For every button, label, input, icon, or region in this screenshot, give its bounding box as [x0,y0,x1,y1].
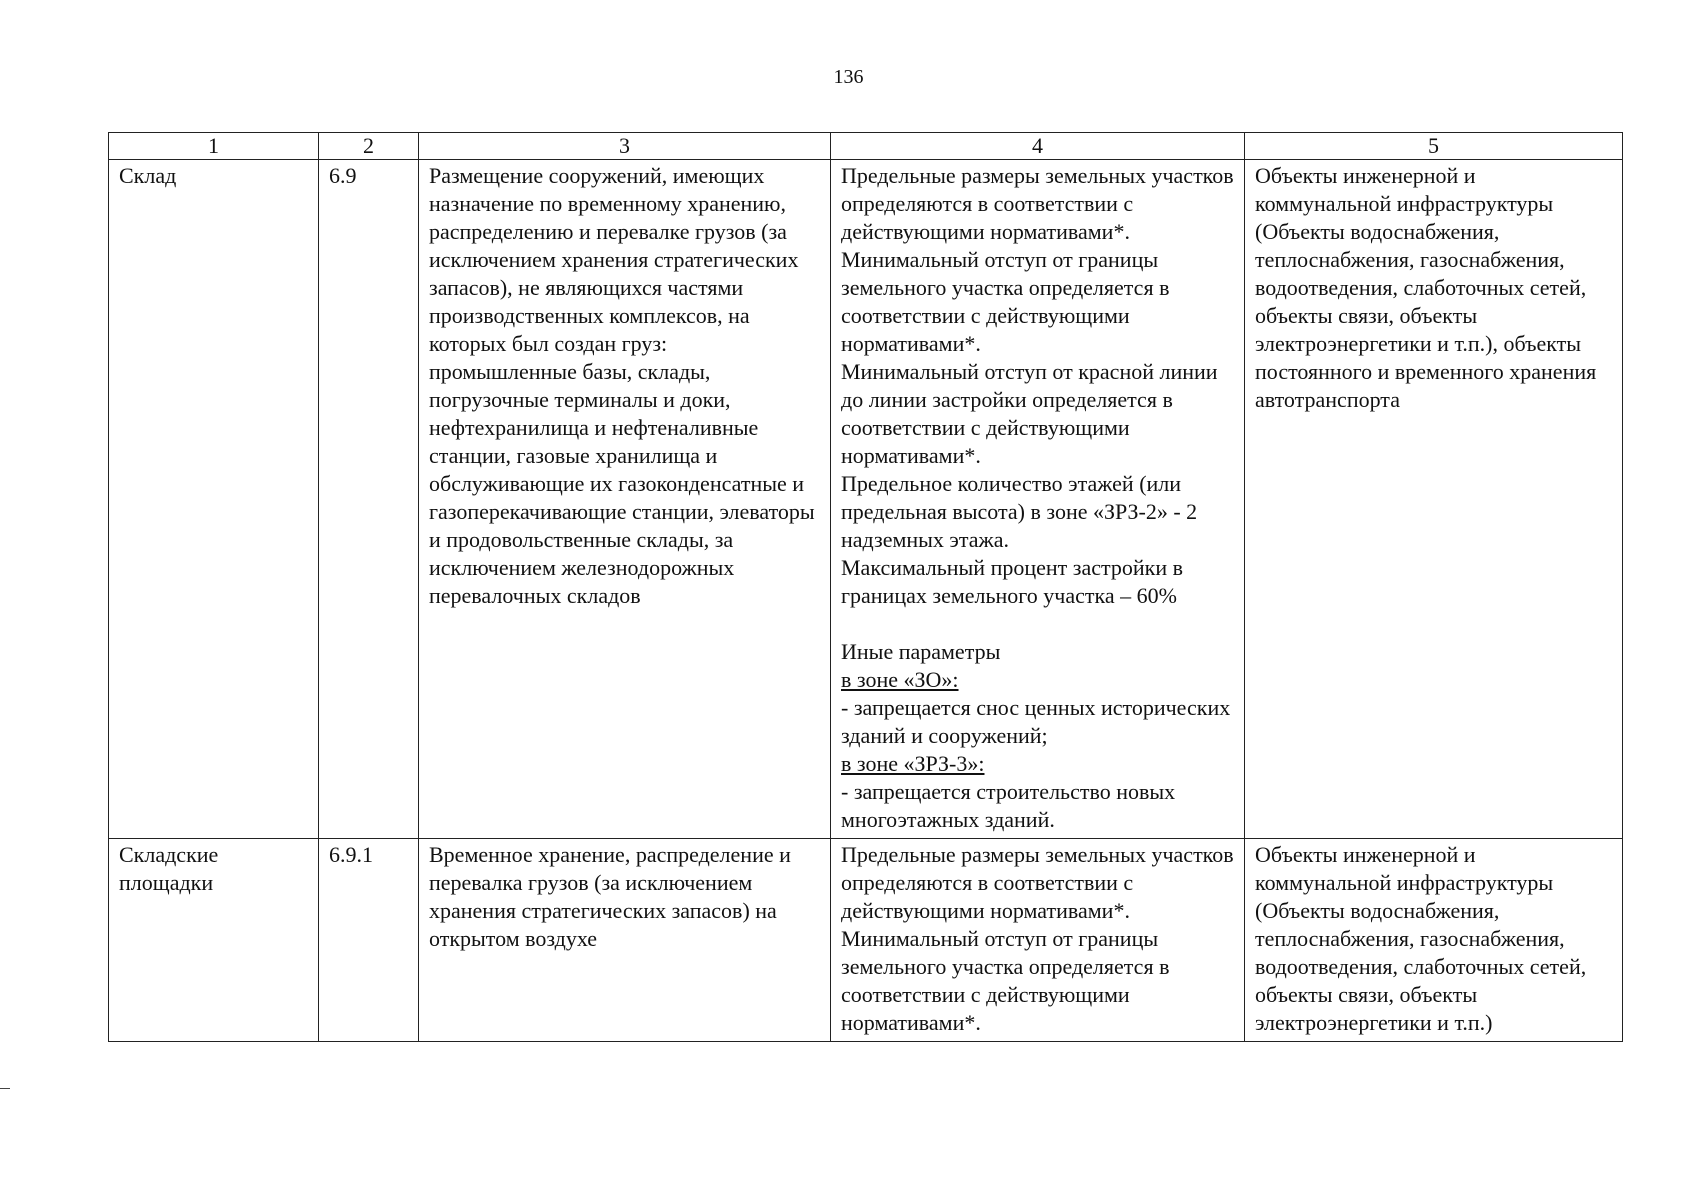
page-number: 136 [833,66,864,88]
use-name-cell: Складские площадки [109,839,319,1042]
use-description-cell: Временное хранение, распределение и перевалка грузов (за исключением хранения стратегических запасов) на открытом воздухе [419,839,831,1042]
use-description-cell: Размещение сооружений, имеющих назначение по временному хранению, распределению и перевалке грузов (за исключением хранения стратегических запасов), не являющихся частями производственных комплексов, на которых был создан груз: промышленные базы, склады, погрузочные терминалы и доки, нефтехранилища и нефтеналивные станции, газовые хранилища и обслуживающие их газоконденсатные и газоперекачивающие станции, элеваторы и продовольственные склады, за исключением железнодорожных перевалочных складов [419,160,831,839]
use-name-cell: Склад [109,160,319,839]
column-header-1: 1 [109,133,319,160]
auxiliary-uses-cell: Объекты инженерной и коммунальной инфраструктуры (Объекты водоснабжения, теплоснабжения, газоснабжения, водоотведения, слаботочных сетей, объекты связи, объекты электроэнергетики и т.п.), объекты постоянного и временного хранения автотранспорта [1245,160,1623,839]
table-header-row [109,133,1623,160]
margin-mark [0,1088,10,1089]
column-header-2: 2 [319,133,419,160]
parameters-cell [831,160,1245,839]
land-use-table [108,132,1623,1042]
column-header-4: 4 [831,133,1245,160]
zone-zo-rule: - запрещается снос ценных исторических зданий и сооружений; [841,695,1231,748]
parameter-boundary-setback: Минимальный отступ от границы земельного участка определяется в соответствии с действующими нормативами*. [841,926,1170,1035]
parameter-floor-limit: Предельное количество этажей (или предельная высота) в зоне «ЗРЗ-2» - 2 надземных этажа. [841,471,1198,552]
zone-zrz3-rule: - запрещается строительство новых многоэтажных зданий. [841,779,1176,832]
parameter-plot-size: Предельные размеры земельных участков определяются в соответствии с действующими нормативами*. [841,842,1234,923]
column-header-5: 5 [1245,133,1623,160]
column-header-3: 3 [419,133,831,160]
paragraph-spacer [841,610,1234,638]
table-row [109,839,1623,1042]
use-code-cell: 6.9.1 [319,839,419,1042]
parameter-boundary-setback: Минимальный отступ от границы земельного участка определяется в соответствии с действующими нормативами*. [841,247,1170,356]
other-parameters-title: Иные параметры [841,639,1001,664]
parameter-red-line-setback: Минимальный отступ от красной линии до линии застройки определяется в соответствии с действующими нормативами*. [841,359,1218,468]
parameter-plot-size: Предельные размеры земельных участков определяются в соответствии с действующими нормативами*. [841,163,1234,244]
use-code-cell: 6.9 [319,160,419,839]
auxiliary-uses-cell: Объекты инженерной и коммунальной инфраструктуры (Объекты водоснабжения, теплоснабжения, газоснабжения, водоотведения, слаботочных сетей, объекты связи, объекты электроэнергетики и т.п.) [1245,839,1623,1042]
table-row [109,160,1623,839]
zone-zrz3-label: в зоне «ЗРЗ-3»: [841,751,985,776]
parameter-max-coverage: Максимальный процент застройки в границах земельного участка – 60% [841,555,1183,608]
zone-zo-label: в зоне «ЗО»: [841,667,959,692]
parameters-cell [831,839,1245,1042]
